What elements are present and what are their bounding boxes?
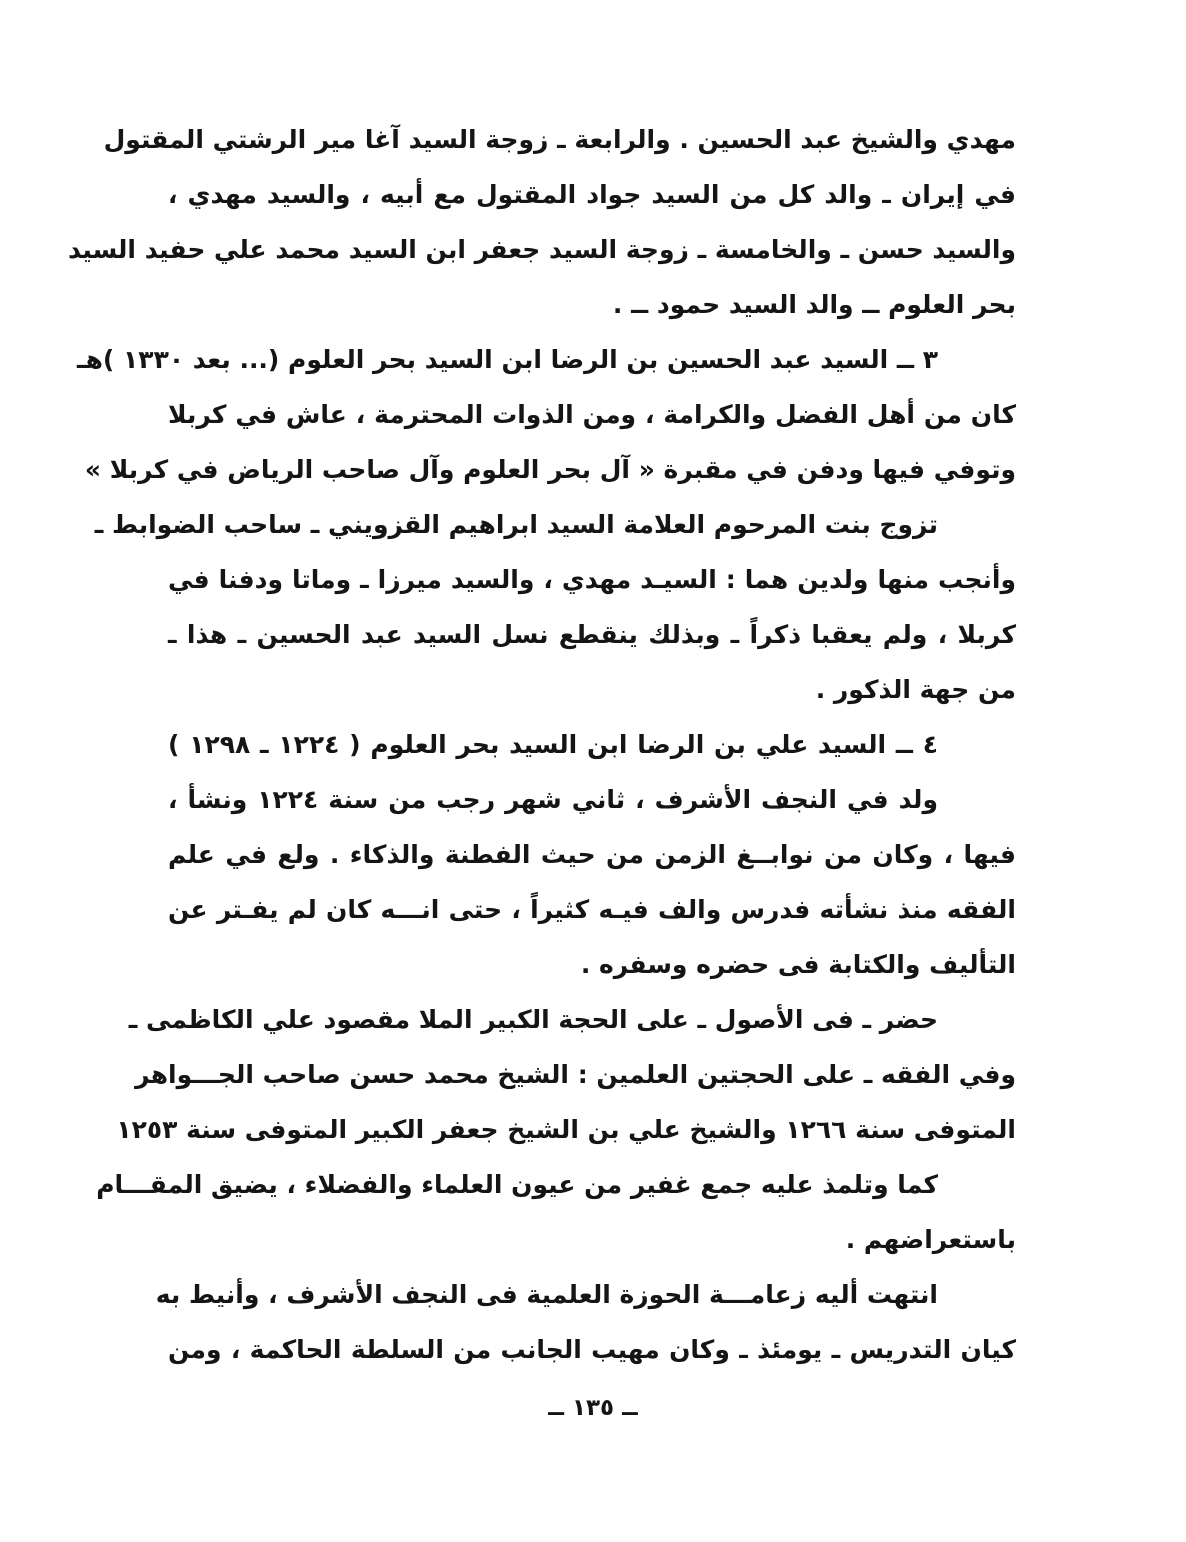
text-line: وتوفي فيها ودفن في مقبرة « آل بحر العلوم وآل صاحب الرياض في كربلا » <box>84 455 1016 484</box>
text-line: حضر ـ فى الأصول ـ على الحجة الكبير الملا مقصود علي الكاظمى ـ <box>128 1005 938 1034</box>
text-line: كان من أهل الفضل والكرامة ، ومن الذوات المحترمة ، عاش في كربلا <box>168 400 1016 429</box>
text-line: انتهت أليه زعامـــة الحوزة العلمية فى النجف الأشرف ، وأنيط به <box>155 1280 938 1309</box>
text-line: ولد في النجف الأشرف ، ثاني شهر رجب من سنة ١٢٢٤ ونشأ ، <box>168 785 938 814</box>
numbered-entry-line: ٤ ــ السيد علي بن الرضا ابن السيد بحر العلوم ( ١٢٢٤ ـ ١٢٩٨ ) <box>168 730 938 759</box>
text-line: باستعراضهم . <box>845 1225 1016 1254</box>
text-line: تزوج بنت المرحوم العلامة السيد ابراهيم القزويني ـ ساحب الضوابط ـ <box>94 510 938 539</box>
text-line: المتوفى سنة ١٢٦٦ والشيخ علي بن الشيخ جعفر الكبير المتوفى سنة ١٢٥٣ <box>116 1115 1016 1144</box>
text-line: كيان التدريس ـ يومئذ ـ وكان مهيب الجانب من السلطة الحاكمة ، ومن <box>168 1335 1016 1364</box>
text-line: والسيد حسن ـ والخامسة ـ زوجة السيد جعفر ابن السيد محمد علي حفيد السيد <box>67 235 1016 264</box>
text-line: كربلا ، ولم يعقبا ذكراً ـ وبذلك ينقطع نسل السيد عبد الحسين ـ هذا ـ <box>168 620 1016 649</box>
numbered-entry-line: ٣ ــ السيد عبد الحسين بن الرضا ابن السيد بحر العلوم (... بعد ١٣٣٠ )هـ <box>77 345 938 374</box>
text-line: من جهة الذكور . <box>815 675 1016 704</box>
text-line: الفقه منذ نشأته فدرس والف فيـه كثيراً ، حتى انـــه كان لم يفـتر عن <box>168 895 1016 924</box>
text-line: فيها ، وكان من نوابــغ الزمن من حيث الفطنة والذكاء . ولع في علم <box>168 840 1016 869</box>
text-line: وأنجب منها ولدين هما : السيـد مهدي ، والسيد ميرزا ـ وماتا ودفنا في <box>168 565 1016 594</box>
page-number: ــ ١٣٥ ــ <box>548 1395 638 1421</box>
text-line: بحر العلوم ــ والد السيد حمود ــ . <box>612 290 1016 319</box>
text-line: مهدي والشيخ عبد الحسين . والرابعة ـ زوجة السيد آغا مير الرشتي المقتول <box>103 125 1016 154</box>
text-line: كما وتلمذ عليه جمع غفير من عيون العلماء والفضلاء ، يضيق المقـــام <box>96 1170 938 1199</box>
text-line: في إيران ـ والد كل من السيد جواد المقتول مع أبيه ، والسيد مهدي ، <box>168 180 1016 209</box>
text-line: التأليف والكتابة فى حضره وسفره . <box>580 950 1016 979</box>
text-block <box>67 112 1016 1377</box>
text-line: وفي الفقه ـ على الحجتين العلمين : الشيخ محمد حسن صاحب الجـــواهر <box>135 1060 1016 1089</box>
